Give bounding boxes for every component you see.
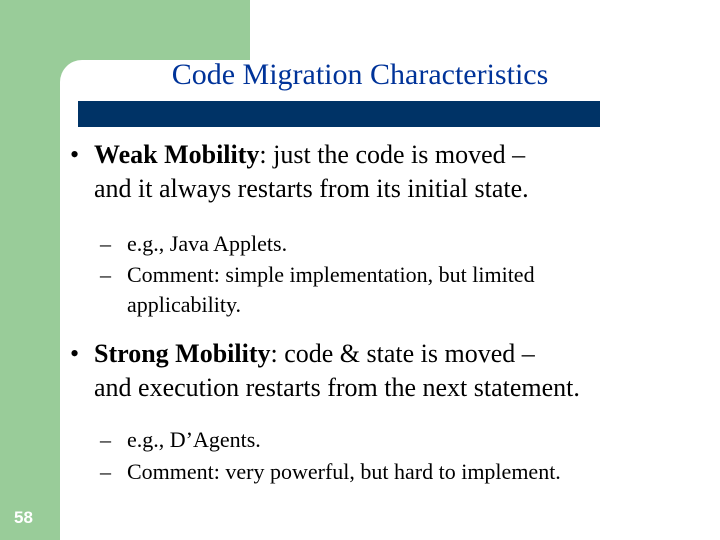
bullet-line2: and it always restarts from its initial state. [94, 174, 529, 203]
sub-bullet-marker: – [100, 231, 111, 256]
bullet-marker: • [70, 339, 80, 368]
sub-bullet-line2: applicability. [127, 292, 242, 317]
bullet-term: Weak Mobility [94, 140, 260, 169]
sub-bullet-text: Comment: very powerful, but hard to implement. [127, 459, 561, 484]
title-underline-bar [78, 101, 600, 127]
sub-bullet-marker: – [100, 459, 111, 484]
bullet-line1-rest: : code & state is moved – [270, 339, 535, 368]
sub-bullet-marker: – [100, 262, 111, 287]
bullet-marker: • [70, 140, 80, 169]
sub-bullet-line1: Comment: simple implementation, but limited [127, 262, 535, 287]
slide-title: Code Migration Characteristics [171, 58, 549, 91]
sub-bullet-text: e.g., D’Agents. [127, 427, 261, 452]
bullet-line2: and execution restarts from the next statement. [94, 373, 580, 402]
slide-number: 58 [14, 508, 33, 527]
bullet-text [94, 337, 714, 405]
bullet-term: Strong Mobility [94, 339, 271, 368]
sub-bullet-text: e.g., Java Applets. [127, 231, 288, 256]
bullet-text [94, 138, 714, 206]
bullet-line1-rest: : just the code is moved – [259, 140, 526, 169]
sub-bullet-marker: – [100, 427, 111, 452]
sub-bullet-text [127, 260, 687, 320]
